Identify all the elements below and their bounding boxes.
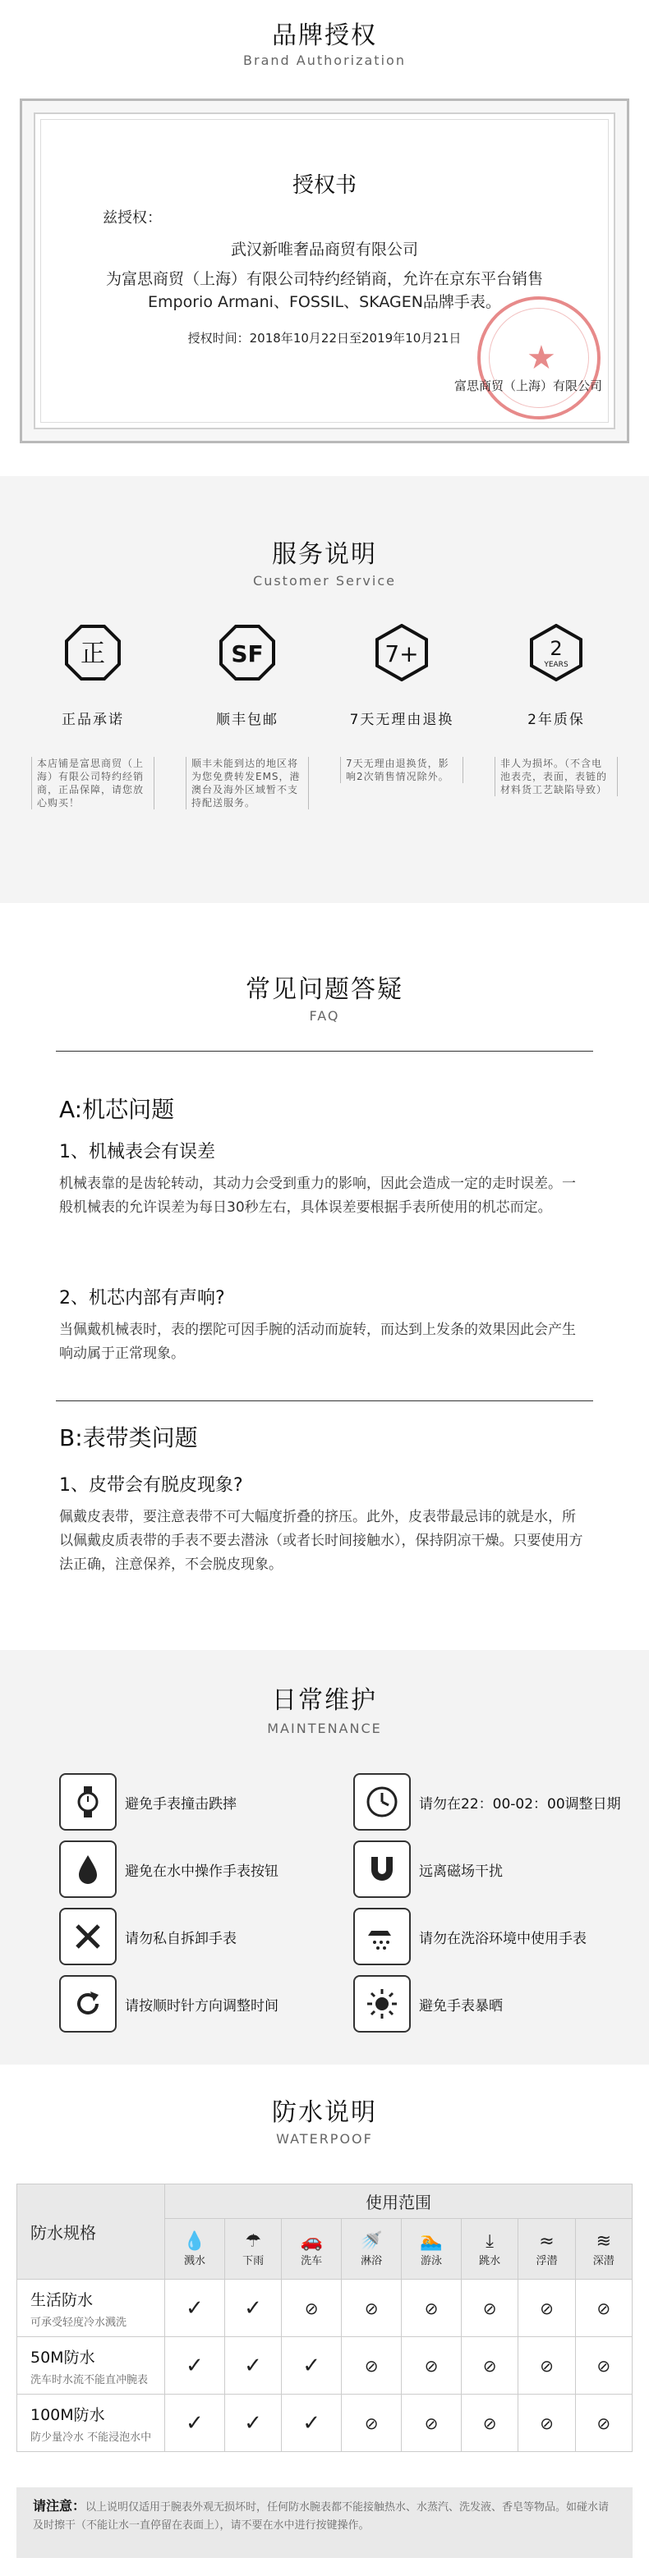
waterproof-title: 防水说明 [272, 2098, 377, 2127]
table-row [17, 2395, 633, 2452]
watch-icon [59, 1773, 117, 1831]
scope-rain: ☂ 下雨 [224, 2219, 281, 2280]
svg-text:SF: SF [231, 640, 264, 667]
service-item-2year-warranty [495, 624, 618, 728]
col-scope-header: 使用范围 [165, 2184, 633, 2219]
no-icon: ⊘ [518, 2395, 575, 2452]
faq-header-b: B:表带类问题 [59, 1424, 198, 1451]
scope-dive: ⤓ 跳水 [461, 2219, 518, 2280]
no-icon: ⊘ [402, 2395, 462, 2452]
no-icon: ⊘ [518, 2337, 575, 2395]
certificate-time: 授权时间：2018年10月22日至2019年10月21日 [187, 331, 462, 346]
no-icon: ⊘ [461, 2337, 518, 2395]
no-icon: ⊘ [461, 2280, 518, 2337]
certificate-signature: 富思商贸（上海）有限公司 [453, 378, 602, 393]
faq-question: 1、机械表会有误差 [59, 1142, 215, 1162]
faq-answer: 佩戴皮表带，要注意表带不可大幅度折叠的挤压。此外，皮表带最忌讳的就是水，所以佩戴皮质表带的手表不要去潜泳（或者长时间接触水），保持阴凉干燥。只要使用方法正确，注意保养，不会脱皮现象。 [59, 1509, 583, 1573]
no-icon: ⊘ [342, 2280, 402, 2337]
maintenance-item: 请勿在22：00-02：00调整日期 [353, 1773, 621, 1831]
clock-icon [353, 1773, 411, 1831]
certificate-title: 授权书 [292, 173, 357, 198]
no-icon: ⊘ [518, 2280, 575, 2337]
faq-section [0, 903, 649, 1642]
spec-cell: 生活防水 可承受轻度冷水溅洗 [17, 2280, 165, 2337]
certificate-company: 武汉新唯奢品商贸有限公司 [230, 241, 418, 259]
no-icon: ⊘ [402, 2280, 462, 2337]
faq-answer: 机械表靠的是齿轮转动，其动力会受到重力的影响，因此会造成一定的走时误差。一般机械表的允许误差为每日30秒左右，具体误差要根据手表所使用的机芯而定。 [59, 1176, 576, 1216]
maintenance-item: 请勿在洗浴环境中使用手表 [353, 1908, 587, 1965]
svg-text:正: 正 [81, 639, 105, 668]
maintenance-item: 避免在水中操作手表按钮 [59, 1840, 278, 1898]
brand-subtitle: Brand Authorization [243, 53, 406, 68]
faq-question: 2、机芯内部有声响? [59, 1288, 225, 1309]
service-item-sf-shipping [186, 624, 309, 728]
spec-cell: 100M防水 防少量冷水 不能浸泡水中 [17, 2395, 165, 2452]
brand-title: 品牌授权 [272, 21, 377, 50]
waterproof-subtitle: WATERPOOF [276, 2131, 373, 2147]
no-icon: ⊘ [342, 2395, 402, 2452]
check-icon: ✓ [165, 2337, 225, 2395]
no-icon: ⊘ [575, 2280, 632, 2337]
service-desc: 顺丰未能到达的地区将为您免费转发EMS，港澳台及海外区域暂不支持配送服务。 [186, 757, 309, 809]
sun-icon [353, 1975, 411, 2033]
maintenance-item: 避免手表暴晒 [353, 1975, 503, 2033]
service-label: 2年质保 [527, 712, 585, 728]
faq-question: 1、皮带会有脱皮现象? [59, 1475, 243, 1496]
two-year-warranty-icon [527, 624, 585, 681]
no-icon: ⊘ [342, 2337, 402, 2395]
waterproof-table [16, 2184, 633, 2452]
tools-icon [59, 1908, 117, 1965]
service-subtitle: Customer Service [253, 573, 396, 589]
service-desc: 7天无理由退换货，影响2次销售情况除外。 [340, 757, 463, 783]
maintenance-item: 避免手表撞击跌摔 [59, 1773, 237, 1831]
spec-cell: 50M防水 洗车时水流不能直冲腕表 [17, 2337, 165, 2395]
faq-title: 常见问题答疑 [246, 975, 403, 1004]
service-label: 正品承诺 [62, 712, 124, 728]
maintenance-item: 请勿私自拆卸手表 [59, 1908, 237, 1965]
service-desc: 非人为损坏。（不含电池表壳，表面，表链的材料货工艺缺陷导致） [495, 757, 618, 796]
scope-snorkel: ≈ 浮潜 [518, 2219, 575, 2280]
shower-icon [353, 1908, 411, 1965]
check-icon: ✓ [224, 2280, 281, 2337]
table-row [17, 2337, 633, 2395]
authentic-octagon-icon [64, 624, 122, 681]
rotate-icon [59, 1975, 117, 2033]
check-icon: ✓ [165, 2280, 225, 2337]
check-icon: ✓ [224, 2395, 281, 2452]
seven-day-return-icon [373, 624, 430, 681]
check-icon: ✓ [224, 2337, 281, 2395]
maintenance-item: 请按顺时针方向调整时间 [59, 1975, 278, 2033]
check-icon: ✓ [282, 2395, 342, 2452]
waterproof-section [0, 2077, 649, 2576]
check-icon: ✓ [165, 2395, 225, 2452]
service-section [0, 476, 649, 903]
service-label: 顺丰包邮 [216, 712, 278, 728]
maintenance-title: 日常维护 [272, 1686, 377, 1715]
scope-carwash: 🚗 洗车 [282, 2219, 342, 2280]
brand-authorization-section [0, 0, 649, 476]
certificate-hereby: 兹授权： [103, 209, 162, 227]
check-icon: ✓ [282, 2337, 342, 2395]
col-spec-header: 防水规格 [17, 2184, 165, 2280]
service-desc: 本店铺是富思商贸（上海）有限公司特约经销商，正品保障，请您放心购买！ [31, 757, 154, 809]
maintenance-item: 远离磁场干扰 [353, 1840, 503, 1898]
service-item-7day-return [340, 624, 463, 728]
water-drop-icon [59, 1840, 117, 1898]
no-icon: ⊘ [461, 2395, 518, 2452]
scope-swim: 🏊 游泳 [402, 2219, 462, 2280]
certificate-line-1: 为富思商贸（上海）有限公司特约经销商，允许在京东平台销售 [105, 270, 543, 288]
waterproof-note: 请注意：以上说明仅适用于腕表外观无损坏时，任何防水腕表都不能接触热水、水蒸汽、洗发液、香皂等物品。如碰水请及时擦干（不能让水一直停留在表面上），请不要在水中进行按键操作。 [16, 2487, 633, 2558]
magnet-icon [353, 1840, 411, 1898]
svg-text:2: 2 [550, 637, 563, 660]
maintenance-subtitle: MAINTENANCE [267, 1721, 382, 1736]
certificate [20, 99, 629, 443]
svg-text:YEARS: YEARS [544, 661, 568, 669]
sf-express-icon [219, 624, 276, 681]
service-item-authentic [31, 624, 154, 728]
svg-text:7+: 7+ [384, 640, 419, 667]
faq-subtitle: FAQ [309, 1008, 340, 1024]
faq-answer: 当佩戴机械表时，表的摆陀可因手腕的活动而旋转，而达到上发条的效果因此会产生响动属于正常现象。 [59, 1322, 576, 1362]
no-icon: ⊘ [402, 2337, 462, 2395]
maintenance-section [0, 1650, 649, 2065]
scope-splash: 💧 溅水 [165, 2219, 225, 2280]
certificate-line-2: Emporio Armani、FOSSIL、SKAGEN品牌手表。 [148, 293, 501, 311]
no-icon: ⊘ [575, 2337, 632, 2395]
scope-deep-dive: ≋ 深潜 [575, 2219, 632, 2280]
service-label: 7天无理由退换 [349, 712, 454, 728]
no-icon: ⊘ [282, 2280, 342, 2337]
table-row [17, 2280, 633, 2337]
faq-header-a: A:机芯问题 [59, 1096, 175, 1123]
company-seal-icon: ★ [477, 296, 601, 419]
service-title: 服务说明 [272, 540, 377, 569]
scope-shower: 🚿 淋浴 [342, 2219, 402, 2280]
no-icon: ⊘ [575, 2395, 632, 2452]
